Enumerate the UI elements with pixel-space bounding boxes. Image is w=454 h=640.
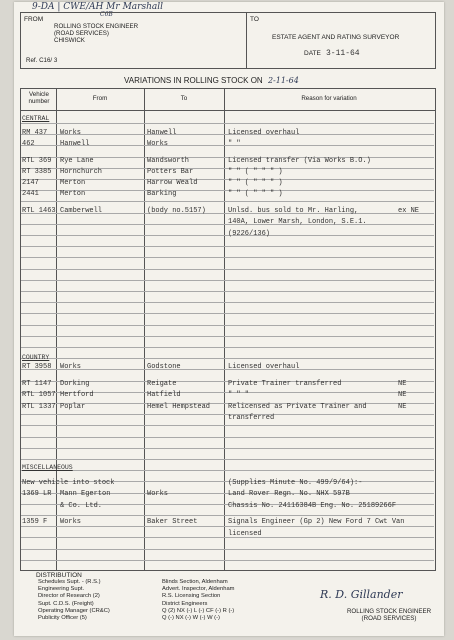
cell-reason: Private Trainer transferred xyxy=(228,380,342,388)
cell-reason: Licensed transfer (Via Works B.O.) xyxy=(228,157,371,165)
cell-vehicle: RT 3958 xyxy=(22,363,52,371)
cell-extra: ex NE xyxy=(398,207,420,215)
cell-to: Harrow Weald xyxy=(147,179,198,187)
section-country: COUNTRY xyxy=(22,354,50,361)
cell-vehicle: RTL 1337 xyxy=(22,403,56,411)
cell-extra: NE xyxy=(398,403,407,411)
cell-from: Camberwell xyxy=(60,207,103,215)
cell-vehicle: 2147 xyxy=(22,179,39,187)
col-vehicle-header: Vehicle number xyxy=(28,91,50,105)
cell-reason: Relicensed as Private Trainer and xyxy=(228,403,367,411)
distribution-item: Blinds Section, Aldenham xyxy=(162,579,228,585)
from-line-3: CHISWICK xyxy=(54,37,85,44)
cell-reason: Chassis No. 24116384B Eng. No. 25189266F xyxy=(228,502,397,510)
distribution-item: Q (2) NX (-) L (-) CF (-) R (-) xyxy=(162,607,235,614)
cell-from: Mann Egerton xyxy=(60,490,111,498)
cell-vehicle: 462 xyxy=(22,140,35,148)
cell-vehicle: RTL 1057 xyxy=(22,391,56,399)
distribution-item: Director of Research (2) xyxy=(38,593,100,600)
cell-reason: " " ( " " " ) xyxy=(228,179,283,187)
cell-to: Works xyxy=(147,140,169,148)
cell-from: & Co. Ltd. xyxy=(60,502,103,510)
cell-reason: 140A, Lower Marsh, London, S.E.1. xyxy=(228,218,367,226)
cell-to: Barking xyxy=(147,190,177,198)
cell-reason: licensed xyxy=(228,530,262,538)
col-to-header: To xyxy=(180,95,188,102)
cell-to: (body no.5157) xyxy=(147,207,206,215)
cell-to: Reigate xyxy=(147,380,177,388)
from-label: FROM xyxy=(24,16,44,23)
to-recipient: ESTATE AGENT AND RATING SURVEYOR xyxy=(272,34,400,41)
distribution-item: Q (-) NX (-) W (-) W (-) xyxy=(162,615,220,622)
distribution-item: Schedules Supt. - (R.S.) xyxy=(38,579,101,585)
cell-reason: (Supplies Minute No. 499/9/64):- xyxy=(228,479,363,487)
cell-reason: " " ( " " " ) xyxy=(228,168,283,176)
signatory-title-line-1: ROLLING STOCK ENGINEER xyxy=(346,608,432,615)
cell-from: Merton xyxy=(60,190,86,198)
col-reason-header: Reason for variation xyxy=(301,95,357,102)
distribution-item: Supt. C.D.S. (Freight) xyxy=(38,600,94,607)
cell-vehicle: 1369 LR xyxy=(22,490,52,498)
cell-reason: Land Rover Regn. No. NHX 597B xyxy=(228,490,350,498)
cell-reason: " " ( " " " ) xyxy=(228,190,283,198)
cell-vehicle: 2441 xyxy=(22,190,39,198)
cell-from: Works xyxy=(60,363,82,371)
from-line-2: (ROAD SERVICES) xyxy=(54,30,109,37)
cell-from: Rye Lane xyxy=(60,157,94,165)
cell-to: Potters Bar xyxy=(147,168,194,176)
cell-vehicle: RT 3385 xyxy=(22,168,52,176)
from-address xyxy=(54,23,138,44)
cell-to: Godstone xyxy=(147,363,181,371)
cell-from: Merton xyxy=(60,179,86,187)
handwritten-note-small: C6B xyxy=(100,11,113,18)
distribution-item: Engineering Supt. xyxy=(38,586,85,593)
cell-reason: " " " xyxy=(228,391,250,399)
section-miscellaneous: MISCELLANEOUS xyxy=(22,464,73,471)
cell-reason: Licensed overhaul xyxy=(228,129,300,137)
from-line-1: ROLLING STOCK ENGINEER xyxy=(54,23,139,30)
cell-vehicle: RM 437 xyxy=(22,129,48,137)
distribution-item: R.S. Licensing Section xyxy=(162,593,221,600)
col-from-header: From xyxy=(92,95,108,102)
cell-from: Hornchurch xyxy=(60,168,103,176)
form-title xyxy=(124,76,299,85)
cell-vehicle: New vehicle into stock xyxy=(22,479,115,487)
signatory-title-line-2: (ROAD SERVICES) xyxy=(361,615,417,622)
cell-reason: transferred xyxy=(228,414,275,422)
cell-reason: " " xyxy=(228,140,241,148)
cell-to: Hanwell xyxy=(147,129,177,137)
cell-from: Works xyxy=(60,518,82,526)
cell-from: Dorking xyxy=(60,380,90,388)
handwritten-note: 9-DA | CWE/AH Mr Marshall xyxy=(32,2,163,12)
cell-extra: NE xyxy=(398,380,407,388)
signatory-title xyxy=(344,608,434,622)
cell-vehicle: RTL 1463 xyxy=(22,207,56,215)
date-value: 3-11-64 xyxy=(326,49,360,58)
cell-to: Works xyxy=(147,490,169,498)
distribution-left-list xyxy=(38,579,110,622)
distribution-item: Operating Manager (CR&C) xyxy=(38,607,110,614)
reference: Ref. C16/ 3 xyxy=(26,57,58,64)
cell-reason: Unlsd. bus sold to Mr. Harling, xyxy=(228,207,359,215)
form-title-date: 2-11-64 xyxy=(267,76,299,85)
distribution-label: DISTRIBUTION xyxy=(36,572,82,579)
cell-to: Hatfield xyxy=(147,391,181,399)
cell-extra: NE xyxy=(398,391,407,399)
distribution-item: Advert. Inspector, Aldenham xyxy=(162,586,235,593)
cell-to: Baker Street xyxy=(147,518,198,526)
cell-reason: Licensed overhaul xyxy=(228,363,300,371)
cell-to: Wandsworth xyxy=(147,157,190,165)
document-sheet xyxy=(14,2,444,636)
cell-from: Works xyxy=(60,129,82,137)
cell-vehicle: RT 1147 xyxy=(22,380,52,388)
date-label: DATE xyxy=(304,50,321,57)
section-central: CENTRAL xyxy=(22,115,50,122)
distribution-middle-list xyxy=(162,579,235,622)
cell-from: Hertford xyxy=(60,391,94,399)
cell-reason: (9226/136) xyxy=(228,230,271,238)
cell-reason: Signals Engineer (Gp 2) New Ford 7 Cwt Van xyxy=(228,518,405,526)
cell-from: Poplar xyxy=(60,403,86,411)
signature: R. D. Gillander xyxy=(320,588,403,601)
distribution-item: District Engineers xyxy=(162,600,208,607)
cell-vehicle: 1359 F xyxy=(22,518,48,526)
cell-to: Hemel Hempstead xyxy=(147,403,211,411)
to-label: TO xyxy=(250,16,259,23)
distribution-item: Publicity Officer (5) xyxy=(38,615,87,622)
form-title-text: VARIATIONS IN ROLLING STOCK ON xyxy=(124,76,263,85)
cell-from: Hanwell xyxy=(60,140,90,148)
cell-vehicle: RTL 369 xyxy=(22,157,52,165)
